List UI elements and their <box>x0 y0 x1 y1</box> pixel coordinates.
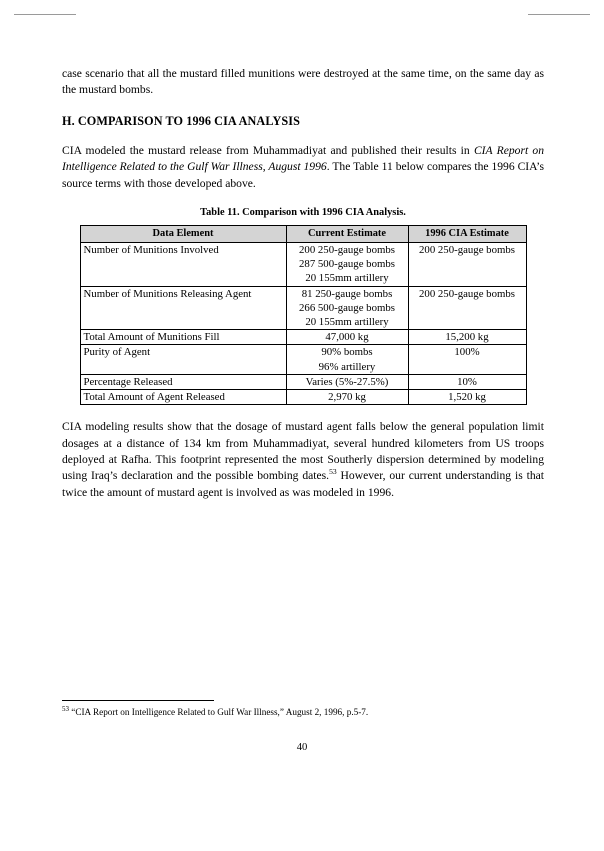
cell-cia-estimate <box>408 345 526 374</box>
section-heading: H. COMPARISON TO 1996 CIA ANALYSIS <box>62 113 300 128</box>
table-row <box>80 243 526 287</box>
report-title-italic: CIA Report on Intelligence Related to the Gulf War Illness, August 1996 <box>62 143 544 174</box>
page-number: 40 <box>296 742 308 753</box>
cell-current-estimate <box>286 243 408 287</box>
table-header-row <box>80 226 526 243</box>
spacer <box>62 129 544 143</box>
paragraph-intro-continuation: case scenario that all the mustard filled munitions were destroyed at the same time, on the same day as the mustard bombs. <box>62 67 544 97</box>
paragraph-modeling-results-part2: However, our current understanding is that twice the amount of mustard agent is involved as was modeled in 1996. <box>62 469 544 499</box>
cell-current-estimate <box>286 345 408 374</box>
cell-line: 10% <box>457 375 477 388</box>
paragraph-modeling-results <box>62 419 544 501</box>
footnote-reference-marker: 53 <box>329 467 337 477</box>
cell-line: 15,200 kg <box>445 331 489 344</box>
cell-line: 47,000 kg <box>325 331 369 344</box>
spacer <box>62 405 544 419</box>
cell-line: 266 500-gauge bombs <box>299 301 395 314</box>
cell-data-element: Total Amount of Munitions Fill <box>80 330 286 345</box>
cell-line: 96% artillery <box>318 360 376 373</box>
paragraph-cia-model-part1: CIA modeled the mustard release from Muhammadiyat and published their results in <box>62 143 474 157</box>
cell-cia-estimate <box>408 243 526 287</box>
cell-cia-estimate <box>408 390 526 405</box>
footnote-divider <box>62 700 214 701</box>
cell-line: 1,520 kg <box>448 391 486 404</box>
cell-data-element: Purity of Agent <box>80 345 286 374</box>
column-header-1996-cia-estimate: 1996 CIA Estimate <box>408 226 526 243</box>
cell-current-estimate <box>286 286 408 330</box>
cell-line: Varies (5%-27.5%) <box>305 375 389 388</box>
comparison-table <box>80 225 527 405</box>
footnote-area <box>62 700 544 718</box>
spacer <box>62 99 544 113</box>
cell-data-element: Percentage Released <box>80 374 286 389</box>
table-row <box>80 374 526 389</box>
footnote-entry <box>62 706 544 718</box>
table-caption: Table 11. Comparison with 1996 CIA Analysis. <box>200 207 406 219</box>
cell-line: 200 250-gauge bombs <box>419 244 515 257</box>
scan-artifact-right <box>528 14 590 15</box>
cell-current-estimate <box>286 374 408 389</box>
cell-cia-estimate <box>408 374 526 389</box>
cell-line: 100% <box>454 346 480 359</box>
cell-cia-estimate <box>408 286 526 330</box>
cell-cia-estimate <box>408 330 526 345</box>
cell-current-estimate <box>286 390 408 405</box>
table-row <box>80 390 526 405</box>
paragraph-cia-model <box>62 143 544 192</box>
cell-line: 200 250-gauge bombs <box>299 244 395 257</box>
cell-line: 20 155mm artillery <box>305 316 389 329</box>
table-row <box>80 330 526 345</box>
cell-line: 90% bombs <box>321 346 373 359</box>
cell-data-element: Number of Munitions Releasing Agent <box>80 286 286 330</box>
page-content <box>62 66 544 501</box>
cell-current-estimate <box>286 330 408 345</box>
scan-artifact-left <box>14 14 76 15</box>
cell-line: 287 500-gauge bombs <box>299 258 395 271</box>
footnote-citation-text: “CIA Report on Intelligence Related to Gulf War Illness,” August 2, 1996, p.5-7. <box>69 707 369 717</box>
column-header-current-estimate: Current Estimate <box>286 226 408 243</box>
paragraph-modeling-results-part1: CIA modeling results show that the dosage of mustard agent falls below the general population limit dosages at a distance of 134 km from Muhammadiyat, several hundred kilometers from US troops deployed at Rafha. This footprint represented the most Southerly dispersion determined by modeling using Iraq’s declaration and the possible bombing dates. <box>62 420 544 483</box>
table-body <box>80 243 526 405</box>
spacer <box>62 192 544 206</box>
cell-data-element: Total Amount of Agent Released <box>80 390 286 405</box>
table-row <box>80 345 526 374</box>
cell-data-element: Number of Munitions Involved <box>80 243 286 287</box>
cell-line: 20 155mm artillery <box>305 272 389 285</box>
cell-line: 200 250-gauge bombs <box>419 287 515 300</box>
cell-line: 2,970 kg <box>328 391 366 404</box>
cell-line: 81 250-gauge bombs <box>301 287 393 300</box>
paragraph-cia-model-part2: . The Table 11 below compares the 1996 CIA’s source terms with those developed above. <box>62 160 544 190</box>
footnote-number: 53 <box>62 704 69 713</box>
column-header-data-element: Data Element <box>80 226 286 243</box>
table-row <box>80 286 526 330</box>
